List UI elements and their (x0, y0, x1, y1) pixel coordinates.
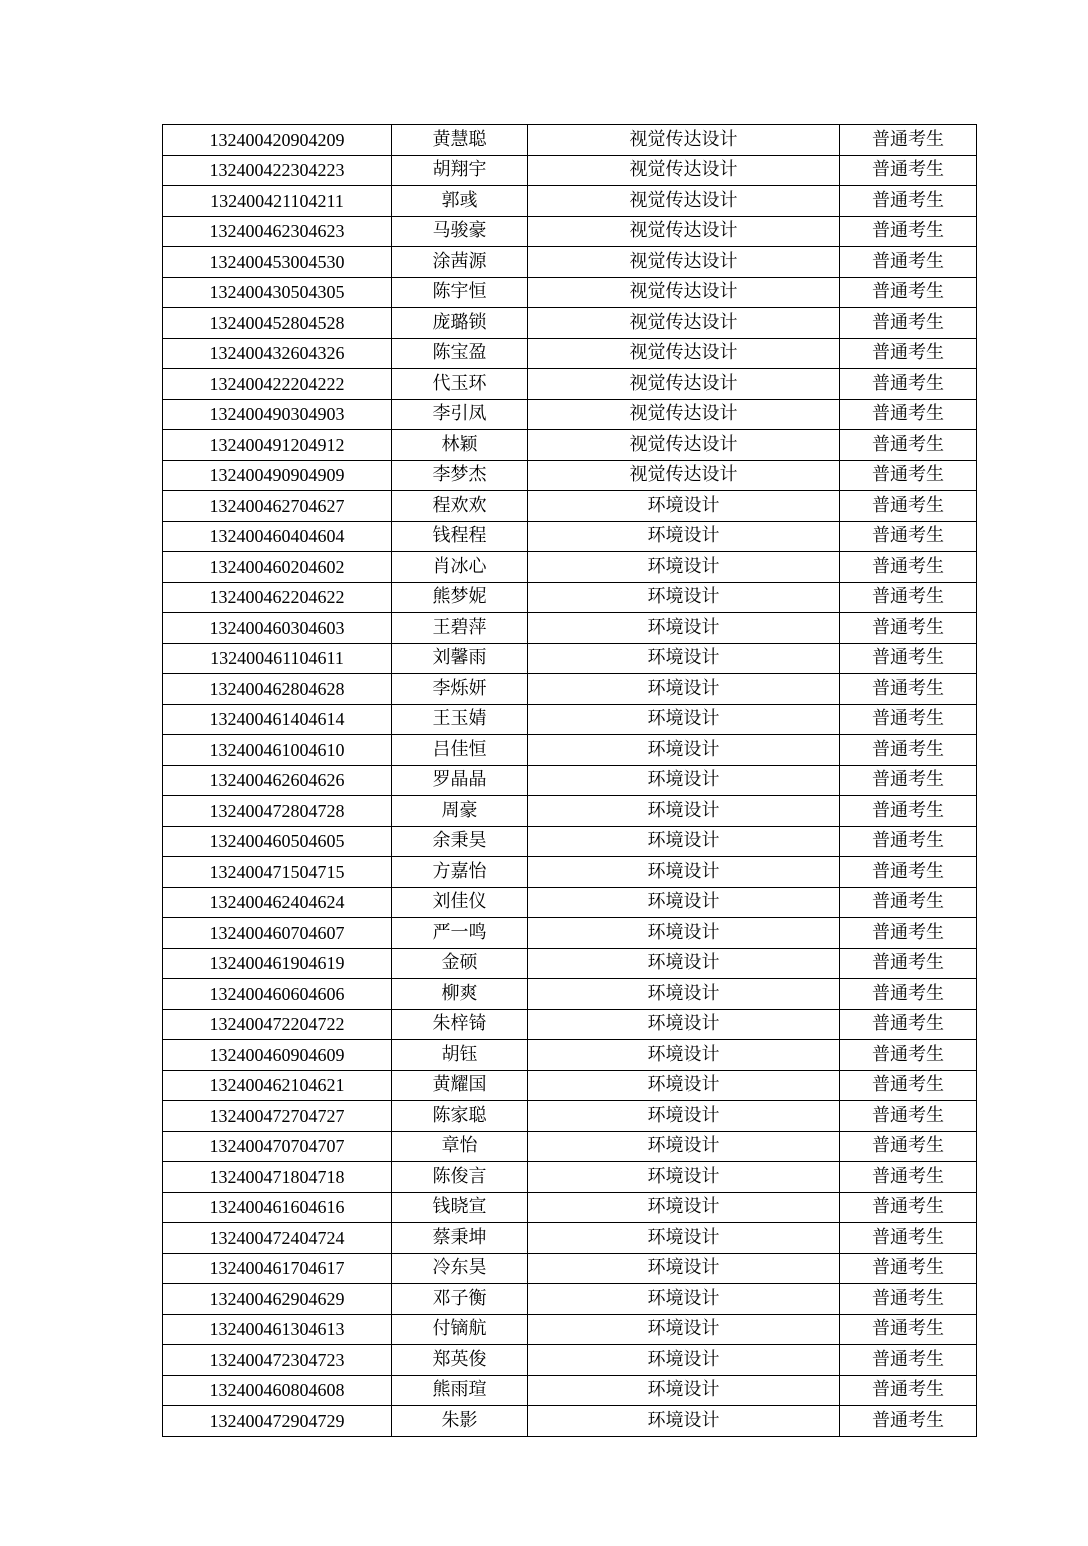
candidate-id-cell: 132400421104211 (163, 186, 392, 217)
major-cell: 视觉传达设计 (528, 155, 840, 186)
major-cell: 环境设计 (528, 1284, 840, 1315)
candidate-name-cell: 林颖 (392, 430, 528, 461)
candidate-id-cell: 132400472404724 (163, 1223, 392, 1254)
candidate-name-cell: 王碧萍 (392, 613, 528, 644)
category-cell: 普通考生 (840, 735, 977, 766)
candidate-name-cell: 肖冰心 (392, 552, 528, 583)
candidate-name-cell: 金硕 (392, 948, 528, 979)
major-cell: 环境设计 (528, 1314, 840, 1345)
category-cell: 普通考生 (840, 857, 977, 888)
candidate-id-cell: 132400461104611 (163, 643, 392, 674)
candidate-id-cell: 132400420904209 (163, 125, 392, 156)
category-cell: 普通考生 (840, 704, 977, 735)
candidate-id-cell: 132400461904619 (163, 948, 392, 979)
major-cell: 环境设计 (528, 857, 840, 888)
table-row (163, 155, 977, 186)
major-cell: 环境设计 (528, 979, 840, 1010)
major-cell: 视觉传达设计 (528, 308, 840, 339)
candidate-name-cell: 程欢欢 (392, 491, 528, 522)
table-row (163, 948, 977, 979)
candidate-name-cell: 陈宇恒 (392, 277, 528, 308)
table-row (163, 674, 977, 705)
major-cell: 视觉传达设计 (528, 460, 840, 491)
candidate-name-cell: 章怡 (392, 1131, 528, 1162)
major-cell: 环境设计 (528, 613, 840, 644)
category-cell: 普通考生 (840, 1009, 977, 1040)
table-row (163, 857, 977, 888)
major-cell: 环境设计 (528, 1040, 840, 1071)
category-cell: 普通考生 (840, 582, 977, 613)
candidate-id-cell: 132400462804628 (163, 674, 392, 705)
candidate-id-cell: 132400462304623 (163, 216, 392, 247)
candidate-name-cell: 熊梦妮 (392, 582, 528, 613)
candidate-name-cell: 王玉婧 (392, 704, 528, 735)
candidate-name-cell: 邓子衡 (392, 1284, 528, 1315)
candidate-name-cell: 庞璐锁 (392, 308, 528, 339)
category-cell: 普通考生 (840, 1406, 977, 1437)
candidate-id-cell: 132400472804728 (163, 796, 392, 827)
category-cell: 普通考生 (840, 613, 977, 644)
category-cell: 普通考生 (840, 460, 977, 491)
table-row (163, 430, 977, 461)
major-cell: 环境设计 (528, 1192, 840, 1223)
candidate-name-cell: 严一鸣 (392, 918, 528, 949)
category-cell: 普通考生 (840, 216, 977, 247)
major-cell: 视觉传达设计 (528, 369, 840, 400)
category-cell: 普通考生 (840, 1253, 977, 1284)
candidate-name-cell: 胡翔宇 (392, 155, 528, 186)
candidate-name-cell: 胡钰 (392, 1040, 528, 1071)
major-cell: 环境设计 (528, 704, 840, 735)
major-cell: 环境设计 (528, 918, 840, 949)
candidate-id-cell: 132400471804718 (163, 1162, 392, 1193)
candidate-id-cell: 132400472904729 (163, 1406, 392, 1437)
candidate-name-cell: 黄耀国 (392, 1070, 528, 1101)
candidate-id-cell: 132400471504715 (163, 857, 392, 888)
major-cell: 视觉传达设计 (528, 247, 840, 278)
major-cell: 环境设计 (528, 1223, 840, 1254)
candidate-id-cell: 132400490904909 (163, 460, 392, 491)
major-cell: 环境设计 (528, 552, 840, 583)
table-row (163, 1162, 977, 1193)
candidate-name-cell: 蔡秉坤 (392, 1223, 528, 1254)
table-row (163, 399, 977, 430)
candidate-id-cell: 132400490304903 (163, 399, 392, 430)
candidate-name-cell: 罗晶晶 (392, 765, 528, 796)
table-row (163, 1253, 977, 1284)
major-cell: 环境设计 (528, 887, 840, 918)
candidate-name-cell: 刘佳仪 (392, 887, 528, 918)
candidate-id-cell: 132400472204722 (163, 1009, 392, 1040)
candidate-id-cell: 132400460304603 (163, 613, 392, 644)
table-row (163, 1375, 977, 1406)
admission-roster-table (162, 124, 977, 1437)
category-cell: 普通考生 (840, 308, 977, 339)
table-row (163, 1101, 977, 1132)
table-row (163, 979, 977, 1010)
table-row (163, 765, 977, 796)
candidate-id-cell: 132400461304613 (163, 1314, 392, 1345)
major-cell: 视觉传达设计 (528, 125, 840, 156)
table-row (163, 1131, 977, 1162)
major-cell: 环境设计 (528, 643, 840, 674)
candidate-name-cell: 柳爽 (392, 979, 528, 1010)
candidate-name-cell: 余秉昊 (392, 826, 528, 857)
candidate-id-cell: 132400461404614 (163, 704, 392, 735)
major-cell: 环境设计 (528, 765, 840, 796)
candidate-name-cell: 李烁妍 (392, 674, 528, 705)
table-row (163, 552, 977, 583)
candidate-name-cell: 钱晓宣 (392, 1192, 528, 1223)
table-row (163, 369, 977, 400)
candidate-name-cell: 冷东昊 (392, 1253, 528, 1284)
category-cell: 普通考生 (840, 918, 977, 949)
category-cell: 普通考生 (840, 430, 977, 461)
category-cell: 普通考生 (840, 1101, 977, 1132)
table-row (163, 308, 977, 339)
category-cell: 普通考生 (840, 979, 977, 1010)
major-cell: 环境设计 (528, 948, 840, 979)
candidate-name-cell: 涂茜源 (392, 247, 528, 278)
table-row (163, 247, 977, 278)
category-cell: 普通考生 (840, 369, 977, 400)
category-cell: 普通考生 (840, 1345, 977, 1376)
category-cell: 普通考生 (840, 277, 977, 308)
category-cell: 普通考生 (840, 1223, 977, 1254)
major-cell: 环境设计 (528, 674, 840, 705)
candidate-name-cell: 代玉环 (392, 369, 528, 400)
candidate-id-cell: 132400422304223 (163, 155, 392, 186)
major-cell: 环境设计 (528, 1162, 840, 1193)
table-row (163, 1314, 977, 1345)
category-cell: 普通考生 (840, 552, 977, 583)
candidate-id-cell: 132400453004530 (163, 247, 392, 278)
major-cell: 环境设计 (528, 1345, 840, 1376)
category-cell: 普通考生 (840, 155, 977, 186)
major-cell: 视觉传达设计 (528, 216, 840, 247)
major-cell: 视觉传达设计 (528, 338, 840, 369)
candidate-name-cell: 吕佳恒 (392, 735, 528, 766)
major-cell: 视觉传达设计 (528, 430, 840, 461)
major-cell: 环境设计 (528, 1101, 840, 1132)
candidate-name-cell: 郭彧 (392, 186, 528, 217)
major-cell: 环境设计 (528, 582, 840, 613)
category-cell: 普通考生 (840, 1192, 977, 1223)
candidate-id-cell: 132400430504305 (163, 277, 392, 308)
candidate-name-cell: 陈家聪 (392, 1101, 528, 1132)
table-row (163, 1040, 977, 1071)
candidate-id-cell: 132400461004610 (163, 735, 392, 766)
major-cell: 环境设计 (528, 491, 840, 522)
table-row (163, 613, 977, 644)
candidate-name-cell: 熊雨瑄 (392, 1375, 528, 1406)
major-cell: 环境设计 (528, 521, 840, 552)
table-row (163, 277, 977, 308)
candidate-id-cell: 132400491204912 (163, 430, 392, 461)
table-row (163, 521, 977, 552)
table-row (163, 1223, 977, 1254)
candidate-name-cell: 李梦杰 (392, 460, 528, 491)
candidate-id-cell: 132400462404624 (163, 887, 392, 918)
candidate-name-cell: 朱梓锜 (392, 1009, 528, 1040)
candidate-id-cell: 132400462904629 (163, 1284, 392, 1315)
candidate-id-cell: 132400462704627 (163, 491, 392, 522)
major-cell: 环境设计 (528, 796, 840, 827)
category-cell: 普通考生 (840, 1131, 977, 1162)
candidate-id-cell: 132400462604626 (163, 765, 392, 796)
table-row (163, 186, 977, 217)
candidate-id-cell: 132400452804528 (163, 308, 392, 339)
category-cell: 普通考生 (840, 338, 977, 369)
table-row (163, 1070, 977, 1101)
candidate-name-cell: 陈宝盈 (392, 338, 528, 369)
roster-table-body (163, 125, 977, 1437)
major-cell: 环境设计 (528, 1406, 840, 1437)
major-cell: 环境设计 (528, 1131, 840, 1162)
candidate-name-cell: 刘馨雨 (392, 643, 528, 674)
candidate-id-cell: 132400472304723 (163, 1345, 392, 1376)
candidate-name-cell: 方嘉怡 (392, 857, 528, 888)
candidate-id-cell: 132400460804608 (163, 1375, 392, 1406)
table-row (163, 1192, 977, 1223)
candidate-name-cell: 陈俊言 (392, 1162, 528, 1193)
category-cell: 普通考生 (840, 247, 977, 278)
major-cell: 环境设计 (528, 1009, 840, 1040)
table-row (163, 1406, 977, 1437)
table-row (163, 460, 977, 491)
major-cell: 视觉传达设计 (528, 277, 840, 308)
table-row (163, 125, 977, 156)
candidate-id-cell: 132400422204222 (163, 369, 392, 400)
major-cell: 视觉传达设计 (528, 399, 840, 430)
category-cell: 普通考生 (840, 1314, 977, 1345)
candidate-id-cell: 132400460704607 (163, 918, 392, 949)
table-row (163, 216, 977, 247)
table-row (163, 704, 977, 735)
category-cell: 普通考生 (840, 674, 977, 705)
candidate-name-cell: 马骏豪 (392, 216, 528, 247)
table-row (163, 887, 977, 918)
category-cell: 普通考生 (840, 826, 977, 857)
candidate-id-cell: 132400460204602 (163, 552, 392, 583)
table-row (163, 735, 977, 766)
candidate-name-cell: 付镝航 (392, 1314, 528, 1345)
table-row (163, 918, 977, 949)
table-row (163, 826, 977, 857)
category-cell: 普通考生 (840, 1375, 977, 1406)
candidate-name-cell: 钱程程 (392, 521, 528, 552)
category-cell: 普通考生 (840, 186, 977, 217)
candidate-id-cell: 132400460404604 (163, 521, 392, 552)
category-cell: 普通考生 (840, 948, 977, 979)
major-cell: 环境设计 (528, 1070, 840, 1101)
table-row (163, 582, 977, 613)
candidate-id-cell: 132400462204622 (163, 582, 392, 613)
candidate-id-cell: 132400470704707 (163, 1131, 392, 1162)
major-cell: 视觉传达设计 (528, 186, 840, 217)
table-row (163, 1345, 977, 1376)
candidate-name-cell: 朱影 (392, 1406, 528, 1437)
candidate-id-cell: 132400460904609 (163, 1040, 392, 1071)
category-cell: 普通考生 (840, 125, 977, 156)
candidate-id-cell: 132400462104621 (163, 1070, 392, 1101)
category-cell: 普通考生 (840, 643, 977, 674)
candidate-id-cell: 132400472704727 (163, 1101, 392, 1132)
category-cell: 普通考生 (840, 765, 977, 796)
major-cell: 环境设计 (528, 1253, 840, 1284)
candidate-name-cell: 周豪 (392, 796, 528, 827)
candidate-id-cell: 132400460604606 (163, 979, 392, 1010)
category-cell: 普通考生 (840, 1040, 977, 1071)
major-cell: 环境设计 (528, 1375, 840, 1406)
candidate-id-cell: 132400461604616 (163, 1192, 392, 1223)
category-cell: 普通考生 (840, 887, 977, 918)
candidate-name-cell: 郑英俊 (392, 1345, 528, 1376)
major-cell: 环境设计 (528, 826, 840, 857)
major-cell: 环境设计 (528, 735, 840, 766)
category-cell: 普通考生 (840, 521, 977, 552)
category-cell: 普通考生 (840, 491, 977, 522)
table-row (163, 796, 977, 827)
category-cell: 普通考生 (840, 796, 977, 827)
table-row (163, 1284, 977, 1315)
table-row (163, 491, 977, 522)
category-cell: 普通考生 (840, 1070, 977, 1101)
candidate-id-cell: 132400460504605 (163, 826, 392, 857)
candidate-id-cell: 132400432604326 (163, 338, 392, 369)
table-row (163, 1009, 977, 1040)
candidate-name-cell: 黄慧聪 (392, 125, 528, 156)
category-cell: 普通考生 (840, 1162, 977, 1193)
table-row (163, 338, 977, 369)
candidate-name-cell: 李引凤 (392, 399, 528, 430)
candidate-id-cell: 132400461704617 (163, 1253, 392, 1284)
table-row (163, 643, 977, 674)
category-cell: 普通考生 (840, 399, 977, 430)
category-cell: 普通考生 (840, 1284, 977, 1315)
